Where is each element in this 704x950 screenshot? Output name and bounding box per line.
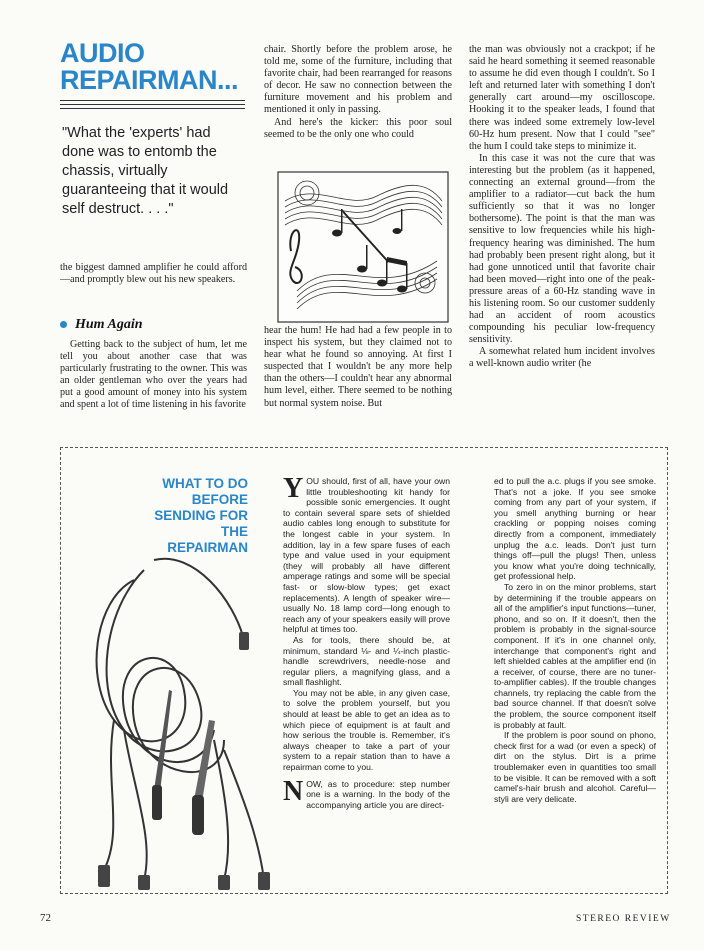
sidebar-column-1 xyxy=(283,473,450,810)
paragraph: And here's the kicker: this poor soul seemed to be the only one who could xyxy=(264,116,452,140)
bullet-icon xyxy=(60,321,67,328)
subhead-text: Hum Again xyxy=(75,317,143,332)
title-line-2: REPAIRMAN... xyxy=(60,65,239,95)
magazine-name: STEREO REVIEW xyxy=(576,914,671,924)
title-rule-bottom xyxy=(60,108,245,109)
sidebar-column-2 xyxy=(494,476,656,804)
paragraph xyxy=(283,473,450,635)
paragraph-text: OU should, first of all, have your own little troubleshooting kit handy for possible sonic emergencies. It ought to contain several spare sets of shielded audio cables long enough to substitute for the longest cable in your system. In addition, lay in a few spare fuses of each type and value used in your equipment (they will probably all have different amperage ratings and some will be special fast- or slow-blow types; get exact replacements). A length of speaker wire—usually No. 18 lamp cord—long enough to reach any of your speakers easily will prove helpful at times too. xyxy=(283,476,450,635)
title-rule-middle xyxy=(60,104,245,105)
drop-cap: N xyxy=(283,775,304,807)
paragraph-text: OW, as to procedure: step number one is a warning. In the body of the accompanying article you are direct- xyxy=(306,778,450,810)
paragraph: As for tools, there should be, at minimum, standard ⅛- and ¼-inch plastic-handle screwdrivers, needle-nose and regular pliers, a magnifying glass, and a small flashlight. xyxy=(283,634,450,688)
column-2-top xyxy=(264,44,452,141)
page-number: 72 xyxy=(40,912,51,924)
paragraph: You may not be able, in any given case, to solve the problem yourself, but you should at least be able to get an idea as to which piece of equipment is at fault and how serious the trouble is. Remember, it's always cheaper to take a part of your system to a repair station than to have a repairman come to you. xyxy=(283,687,450,773)
paragraph: chair. Shortly before the problem arose, he told me, some of the furniture, including that favorite chair, had been rearranged for reasons of decor. He saw no connection between the furniture movement and his problem and mentioned it only in passing. xyxy=(264,44,452,116)
title-line-1: AUDIO xyxy=(60,38,145,68)
paragraph: A somewhat related hum incident involves a well-known audio writer (he xyxy=(469,346,655,370)
subhead-hum-again xyxy=(60,317,143,333)
paragraph: the biggest damned amplifier he could afford—and promptly blew out his new speakers. xyxy=(60,262,247,286)
drop-cap: Y xyxy=(283,473,304,504)
paragraph: ed to pull the a.c. plugs if you see smoke. That's not a joke. If you see smoke coming from any part of your system, if you smell anything burning or hear crackling or popping noises coming directly from a component, immediately unplug the a.c. leads. Don't just turn things off—pull the plugs! Then, unless you know what you're doing technically, get professional help. xyxy=(494,476,656,582)
paragraph: If the problem is poor sound on phono, check first for a wad (or even a speck) of dirt on the stylus. Dirt is a prime troublemaker even in quantities too small to be visible. It can be removed with a soft camel's-hair brush and alcohol. Careful—styli are very delicate. xyxy=(494,730,656,804)
paragraph xyxy=(283,775,450,811)
column-1-bottom xyxy=(60,339,247,412)
paragraph: the man was obviously not a crackpot; if he said he heard something it seemed reasonable to assume he did even though I couldn't. So I left and returned later with something I don't generally cart around—my oscilloscope. Hooking it to the speaker leads, I found that there was indeed some extremely low-level 60-Hz hum present. Now that I could "see" the hum I could take steps to minimize it. xyxy=(469,44,655,152)
sidebar-title: WHAT TO DO BEFORE SENDING FOR THE REPAIRMAN xyxy=(154,476,248,555)
paragraph: hear the hum! He had had a few people in to inspect his system, but they claimed not to hear what he found so annoying. At first I suspected that I wouldn't be any more help than the others—I couldn't hear any abnormal hum level, either. There seemed to be nothing but normal system noise. But xyxy=(264,325,452,409)
music-illustration xyxy=(277,171,449,323)
paragraph: Getting back to the subject of hum, let me tell you about another case that was particularly frustrating to the owner. This was an older gentleman who over the years had put a good amount of money into his system and spent a lot of time listening in his favorite xyxy=(60,339,247,411)
paragraph: In this case it was not the cure that was interesting but the problem (as it happened, connecting an external ground—from the amplifier to a radiator—cut back the hum sufficiently so that it was no longer bothersome). The point is that the man was sensitive to low frequencies while his high-frequency hearing was diminished. The hum had probably been present right along, but it had gone unnoticed until that favorite chair had been moved—right into one of the peak-pressure areas of a 60-Hz standing wave in his listening room. So our customer suddenly had an accident of room acoustics compounding his peculiar low-frequency sensitivity. xyxy=(469,152,655,346)
column-1-top xyxy=(60,262,247,286)
pull-quote: "What the 'experts' had done was to entomb the chassis, virtually guaranteeing that it would self destruct. . . ." xyxy=(62,125,229,217)
title-rule-top xyxy=(60,100,245,101)
article-title xyxy=(60,40,250,94)
cable-photo-illustration xyxy=(74,540,274,890)
column-2-bottom xyxy=(264,325,452,410)
paragraph: To zero in on the minor problems, start by determining if the trouble appears on all of the amplifier's input functions—tuner, phono, and so on. If it doesn't, then the problem is probably in the signal-source component. If it's in one channel only, interchange that component's right and left shielded cables at the amplifier end (in a receiver, of course, there are no tuner-to-amplifier cables). If the trouble changes channels, try replacing the cable from the bad source channel. If that doesn't solve the problem, the source component itself is probably at fault. xyxy=(494,581,656,730)
column-3 xyxy=(469,44,655,371)
